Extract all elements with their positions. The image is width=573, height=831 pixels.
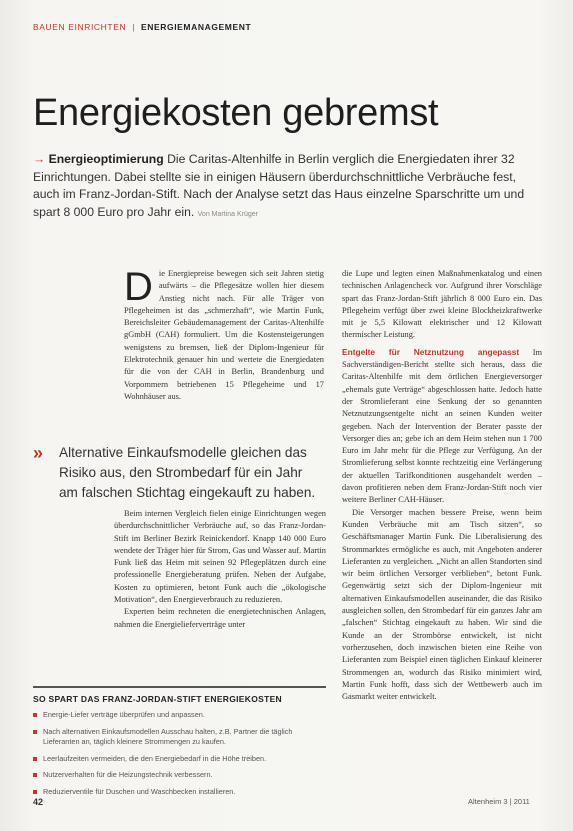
info-box-item-text: Nach alternativen Einkaufsmodellen Ausschau halten, z.B. Partner die täglich Lieferanten an, täglich kleinere Strommengen zu kaufen. — [43, 726, 293, 746]
bullet-square-icon — [33, 773, 37, 777]
info-box-item-text: Energie-Liefer verträge überprüfen und anpassen. — [43, 710, 205, 719]
bullet-square-icon — [33, 757, 37, 761]
lead-keyword: Energieoptimierung — [48, 152, 164, 166]
article-column-1-top — [124, 265, 324, 403]
article-paragraph: ie Energiepreise bewegen sich seit Jahren stetig aufwärts – die Pflegesätze wollen hier diesem Anstieg nicht nach. Für alle Träger von Pflegeheimen ist das „schmerzhaft“, wie Martin Funk, Bereichsleiter Gebäudemanagement der Caritas-Altenhilfe gGmbH (CAH) formuliert. Um die Kostensteigerungen wenigstens zu bremsen, ließ der Diplom-Ingenieur für Elektrotechnik genauer hin und wertete die Energiedaten für die von der CAH in Berlin, Brandenburg und Vorpommern betriebenen 15 Pflegeheime und 17 Wohnhäuser aus. — [124, 269, 324, 401]
magazine-issue: Altenheim 3 | 2011 — [468, 797, 530, 806]
info-box-item — [33, 710, 326, 721]
bullet-square-icon — [33, 713, 37, 717]
info-box — [33, 686, 326, 803]
article-paragraph-with-subhead — [342, 346, 542, 507]
lead-text: Die Caritas-Altenhilfe in Berlin verglich die Energiedaten ihrer 32 Einrichtungen. Dabei stellte sie in einigen Häusern überdurchschnittliche Verbräuche fest, auch im Franz-Jordan-Stift. Nach der Analyse setzt das Haus einzelne Sparschritte um und spart 8 000 Euro pro Jahr ein. — [33, 152, 525, 219]
article-paragraph: Beim internen Vergleich fielen einige Einrichtungen wegen überdurchschnittlicher Verbräuche auf, so das Franz-Jordan-Stift im Berliner Bezirk Reinickendorf. Knapp 140 000 Euro wendete der Träger hier für Strom, Gas und Wasser auf. Martin Funk ließ das Heim mit seinen 92 Pflegeplätzen durch eine professionelle Energieberatung prüfen. Neben der Aufgabe, Kosten zu optimieren, betont Funk auch die „ökologische Motivation“, den Energieverbrauch zu reduzieren. — [114, 509, 326, 605]
article-column-2 — [342, 268, 542, 703]
article-paragraph: Experten beim rechneten die energietechnischen Anlagen, nahmen die Energielieferverträge unter — [114, 607, 326, 629]
breadcrumb-separator: | — [132, 22, 135, 32]
info-box-divider — [33, 686, 326, 688]
arrow-right-icon: → — [33, 152, 46, 166]
article-subhead: Entgelte für Netznutzung angepasst — [342, 346, 520, 357]
info-box-item — [33, 770, 326, 781]
bullet-square-icon — [33, 790, 37, 794]
page-title: Energiekosten gebremst — [33, 92, 439, 134]
info-box-item — [33, 787, 326, 798]
info-box-title: SO SPART DAS FRANZ-JORDAN-STIFT ENERGIEKOSTEN — [33, 694, 282, 704]
dropcap: D — [124, 265, 153, 309]
pull-quote-text: Alternative Einkaufsmodelle gleichen das Risiko aus, den Strombedarf für ein Jahr am falschen Stichtag eingekauft zu haben. — [59, 445, 316, 500]
info-box-item-text: Leerlaufzeiten vermeiden, die den Energiebedarf in die Höhe treiben. — [43, 753, 267, 763]
breadcrumb-item-active: ENERGIEMANAGEMENT — [140, 22, 252, 32]
lead-byline: Von Martina Krüger — [197, 210, 258, 218]
article-paragraph-text: Im Sachverständigen-Bericht stellte sich heraus, dass die Caritas-Altenhilfe mit dem örtlichen Energieversorger „ehemals gute Verträge“ abgeschlossen hatte. Jedoch hatte der Stromlieferant eine Senkung der so genannten Netznutzungsentgelte nicht an seinen Kunden weiter gegeben. Nach der Intervention der Berater passte der Versorger dies an; gebe ich an dem Heim stehen nun 1 700 Euro im Jahr mehr für die Pflege zur Verfügung. An der Stromlieferung selbst konnte rechtzeitig eine Verlängerung der aktuellen Tarifkonditionen ausgehandelt werden – davon profitieren neben dem Franz-Jordan-Stift noch vier weitere Berliner CAH-Häuser. — [342, 347, 542, 505]
breadcrumb-item-einrichten[interactable]: EINRICHTEN — [68, 22, 127, 32]
article-paragraph: die Lupe und legten einen Maßnahmenkatalog und einen technischen Anlagencheck vor. Aufgrund ihrer Vorschläge spart das Franz-Jordan-Stift jährlich 8 000 Euro ein. Das Pflegeheim verfügt über zwei kleine Blockheizkraftwerke mit je 5,5 Kilowatt elektrischer und 12 Kilowatt thermischer Leistung. — [342, 269, 542, 340]
info-box-item — [33, 727, 326, 748]
bullet-square-icon — [33, 730, 37, 734]
breadcrumb-item-bauen[interactable]: BAUEN — [33, 22, 66, 32]
article-column-1-bottom — [114, 508, 326, 631]
info-box-item-text: Nutzerverhalten für die Heizungstechnik verbessern. — [43, 770, 213, 779]
page-number: 42 — [33, 797, 44, 807]
info-box-item-text: Reduzierventile für Duschen und Waschbecken installieren. — [43, 786, 236, 796]
info-box-item — [33, 754, 326, 765]
lead-paragraph — [33, 151, 533, 223]
breadcrumb — [33, 22, 251, 32]
article-paragraph: Die Versorger machen bessere Preise, wenn beim Kunden Verbräuche mit am Tisch sitzen“, so Geschäftsmanager Martin Funk. Die Liberalisierung des Strommarktes ermögliche es auch, mit Angeboten anderer Lieferanten zu vergleichen. „Nicht an allen Standorten sind wir beim örtlichen Versorger verblieben“, betont Funk. Gegenwärtig setzt sich der Diplom-Ingenieur mit alternativen Einkaufsmodellen auseinander, die das Risiko ausgleichen sollen, den Strombedarf für ein ganzes Jahr am „falschen“ Stichtag eingekauft zu haben. Wir sind die Kunde an der Strombörse entwickelt, ist nicht vorherzusehen, doch inzwischen bieten eine Reihe von Lieferanten zum Beispiel einen täglichen Einkauf kleinerer Strommengen an, wodurch das Risiko minimiert wird, Martin Funk hofft, dass sich der Wettbewerb auch im Gasmarkt weiter entwickelt. — [342, 507, 542, 702]
quote-mark-icon: » — [33, 443, 44, 463]
